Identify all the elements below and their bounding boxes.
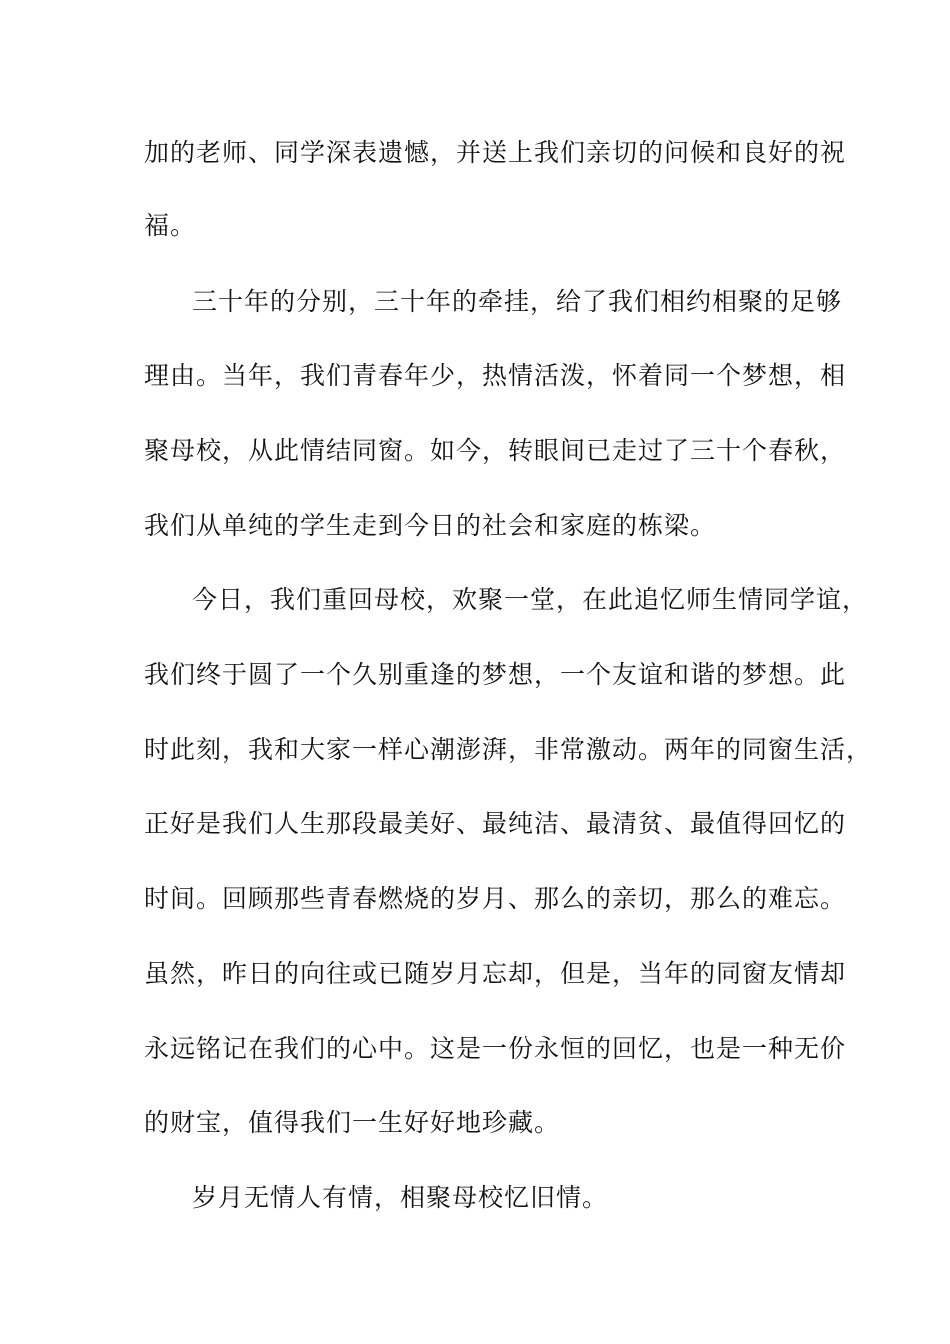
text-line: 虽然，昨日的向往或已随岁月忘却，但是，当年的同窗友情却	[144, 959, 847, 988]
text-line: 时此刻，我和大家一样心潮澎湃，非常激动。两年的同窗生活，	[144, 735, 873, 764]
text-line: 我们从单纯的学生走到今日的社会和家庭的栋梁。	[144, 511, 717, 540]
text-line: 福。	[144, 211, 197, 240]
text-line: 正好是我们人生那段最美好、最纯洁、最清贫、最值得回忆的	[144, 809, 847, 838]
text-line: 加的老师、同学深表遗憾，并送上我们亲切的问候和良好的祝	[144, 138, 847, 167]
text-line: 我们终于圆了一个久别重逢的梦想，一个友谊和谐的梦想。此	[144, 660, 847, 689]
text-line: 永远铭记在我们的心中。这是一份永恒的回忆，也是一种无价	[144, 1034, 847, 1063]
text-line: 聚母校，从此情结同窗。如今，转眼间已走过了三十个春秋，	[144, 436, 847, 465]
paragraph-start-line: 三十年的分别，三十年的牵挂，给了我们相约相聚的足够	[192, 287, 843, 316]
text-line: 时间。回顾那些青春燃烧的岁月、那么的亲切，那么的难忘。	[144, 884, 847, 913]
text-line: 理由。当年，我们青春年少，热情活泼，怀着同一个梦想，相	[144, 361, 847, 390]
paragraph-start-line: 今日，我们重回母校，欢聚一堂，在此追忆师生情同学谊，	[192, 585, 869, 614]
paragraph-start-line: 岁月无情人有情，相聚母校忆旧情。	[192, 1183, 609, 1212]
text-line: 的财宝，值得我们一生好好地珍藏。	[144, 1108, 561, 1137]
